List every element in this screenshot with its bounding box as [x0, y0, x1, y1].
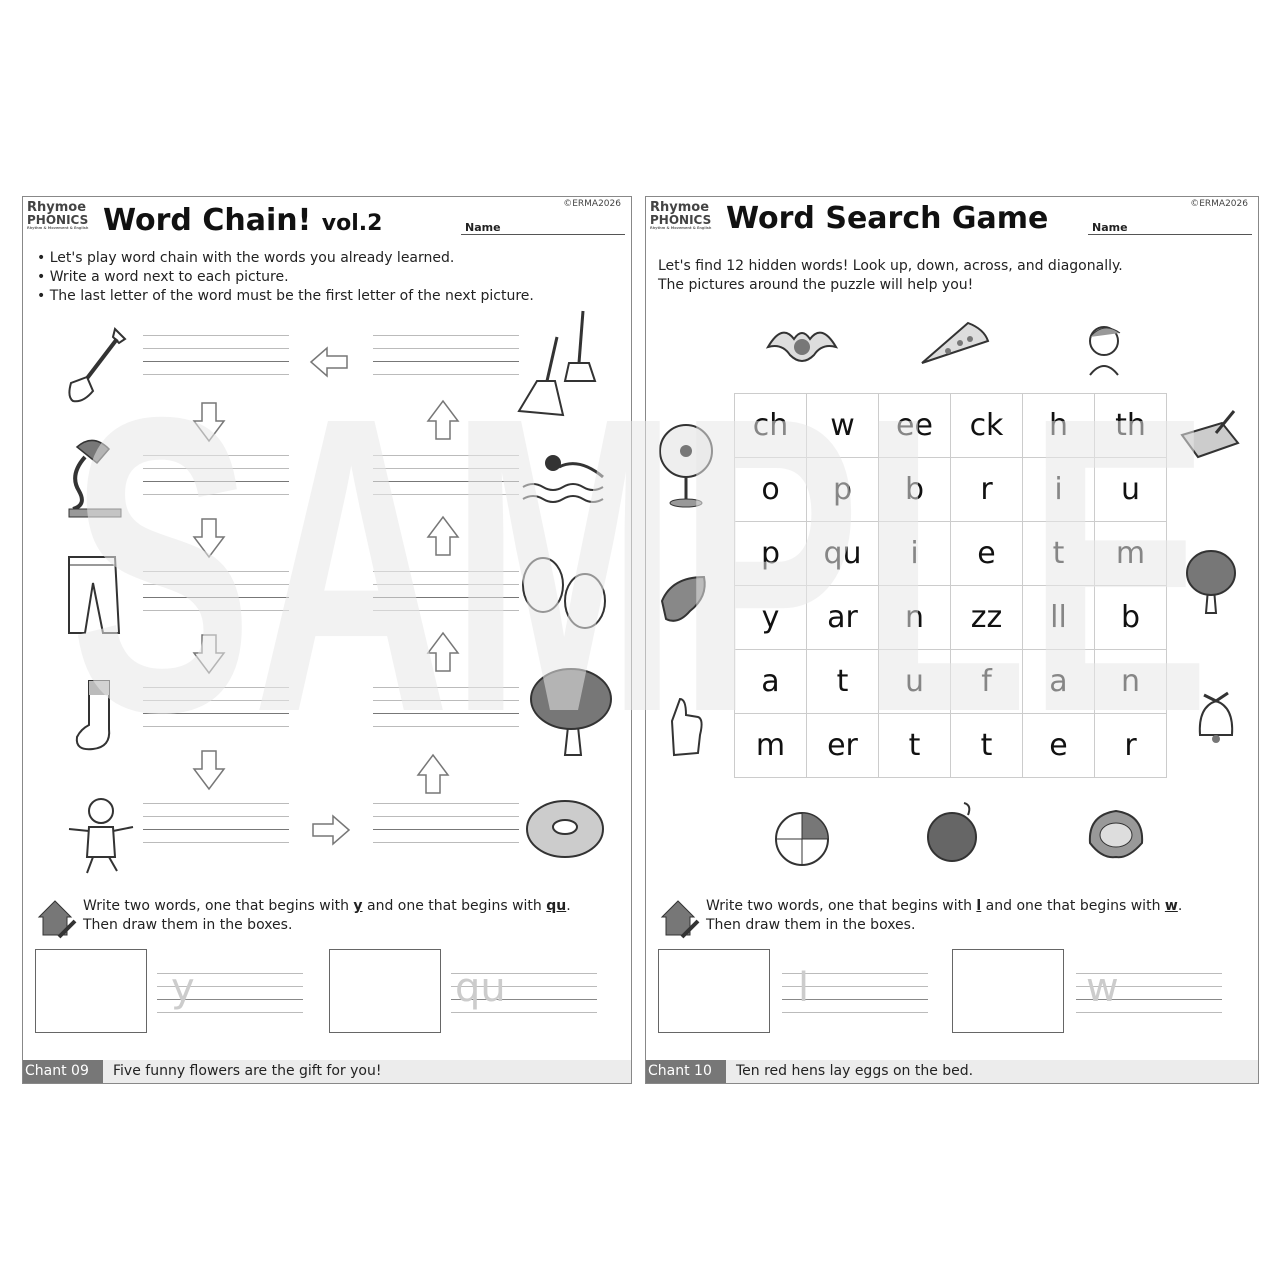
grid-row	[735, 650, 1167, 714]
shovel-icon	[63, 325, 133, 405]
yarn-ball-icon	[924, 801, 984, 865]
grid-cell[interactable]: ee	[879, 394, 951, 458]
grid-row	[735, 458, 1167, 522]
grid-row	[735, 586, 1167, 650]
grid-cell[interactable]: th	[1095, 394, 1167, 458]
guide-letter: qu	[455, 965, 506, 1011]
grid-cell[interactable]: w	[807, 394, 879, 458]
copyright: ©ERMA2026	[563, 199, 621, 209]
grid-cell[interactable]: m	[1095, 522, 1167, 586]
grid-cell[interactable]: zz	[951, 586, 1023, 650]
grid-row	[735, 714, 1167, 778]
rhymoe-phonics-logo: Rhymoe PHONICS Rhythm & Movement & English	[27, 200, 89, 230]
watermark-text: SAMPLE	[70, 370, 1210, 730]
arrow-right-icon	[311, 813, 351, 847]
drawing-box[interactable]	[329, 949, 441, 1033]
grid-cell[interactable]: u	[879, 650, 951, 714]
grid-cell[interactable]: a	[735, 650, 807, 714]
arrow-down-icon	[191, 517, 227, 559]
grid-cell[interactable]: n	[1095, 650, 1167, 714]
grid-cell[interactable]: n	[879, 586, 951, 650]
swimmer-icon	[519, 447, 611, 511]
name-field[interactable]: Name	[1088, 221, 1252, 235]
grid-cell[interactable]: t	[951, 714, 1023, 778]
grid-cell[interactable]: t	[807, 650, 879, 714]
grid-cell[interactable]: o	[735, 458, 807, 522]
grid-cell[interactable]: ll	[1023, 586, 1095, 650]
pizza-icon	[916, 319, 992, 371]
writing-lines[interactable]	[373, 791, 519, 843]
drawing-box[interactable]	[658, 949, 770, 1033]
grid-cell[interactable]: i	[1023, 458, 1095, 522]
arrow-up-icon	[425, 631, 461, 673]
quarter-pie-icon	[770, 805, 834, 869]
drawing-box[interactable]	[35, 949, 147, 1033]
writing-lines[interactable]	[373, 323, 519, 375]
arrow-down-icon	[191, 401, 227, 443]
chant-tag: Chant 09	[23, 1060, 103, 1083]
writing-lines[interactable]	[143, 675, 289, 727]
instruction-line: • Write a word next to each picture.	[37, 268, 534, 287]
writing-lines[interactable]	[143, 323, 289, 375]
grid-cell[interactable]: ch	[735, 394, 807, 458]
grid-cell[interactable]: e	[951, 522, 1023, 586]
drawing-box[interactable]	[952, 949, 1064, 1033]
tree-icon	[1182, 545, 1238, 617]
grid-cell[interactable]: t	[1023, 522, 1095, 586]
bat-icon	[764, 319, 840, 375]
grid-cell[interactable]: b	[879, 458, 951, 522]
writing-lines[interactable]	[373, 443, 519, 495]
copyright: ©ERMA2026	[1190, 199, 1248, 209]
grid-cell[interactable]: u	[1095, 458, 1167, 522]
pants-icon	[63, 553, 123, 639]
grid-cell[interactable]: a	[1023, 650, 1095, 714]
arrow-up-icon	[415, 753, 451, 795]
grid-cell[interactable]: er	[807, 714, 879, 778]
sock-icon	[71, 677, 121, 755]
word-chain-worksheet: Rhymoe PHONICS Rhythm & Movement & English Word Chain! vol.2 ©ERMA2026 Name • Let's play word chain with the words you already learned. • Write a word next to each picture. • The last letter of the word must be the first letter of the next picture. Write two words, one that begins with y and one that begins with qu. Then draw them in the boxes. y qu Chant 09 Five funny flowers are the gift for you!	[22, 196, 632, 1084]
grid-cell[interactable]: ck	[951, 394, 1023, 458]
boy-icon	[63, 793, 143, 877]
fan-icon	[656, 421, 716, 509]
guide-letter: w	[1086, 965, 1119, 1011]
grid-cell[interactable]: y	[735, 586, 807, 650]
grid-cell[interactable]: f	[951, 650, 1023, 714]
grid-cell[interactable]: ar	[807, 586, 879, 650]
guide-letter: l	[798, 965, 810, 1011]
instruction-line: • The last letter of the word must be the first letter of the next picture.	[37, 287, 534, 306]
lamp-icon	[63, 435, 143, 521]
grid-cell[interactable]: qu	[807, 522, 879, 586]
instructions	[37, 249, 534, 306]
volume-label: vol.2	[321, 211, 383, 236]
chant-tag: Chant 10	[646, 1060, 726, 1083]
page-title: Word Chain! vol.2	[103, 203, 383, 238]
grid-cell[interactable]: p	[807, 458, 879, 522]
writing-lines[interactable]	[373, 675, 519, 727]
arrow-down-icon	[191, 633, 227, 675]
chopping-board-icon	[1178, 405, 1242, 465]
grid-cell[interactable]: b	[1095, 586, 1167, 650]
house-pencil-icon	[658, 897, 702, 939]
grid-cell[interactable]: e	[1023, 714, 1095, 778]
arrow-down-icon	[191, 749, 227, 791]
arrow-left-icon	[309, 345, 349, 379]
house-pencil-icon	[35, 897, 79, 939]
chestnut-icon	[1084, 803, 1148, 865]
writing-lines[interactable]	[143, 791, 289, 843]
page-title: Word Search Game	[726, 201, 1049, 236]
tree-icon	[525, 665, 615, 761]
grid-cell[interactable]: t	[879, 714, 951, 778]
chant-bar	[646, 1060, 1258, 1083]
sweet-potato-icon	[656, 571, 712, 631]
grid-cell[interactable]: h	[1023, 394, 1095, 458]
chant-text: Five funny flowers are the gift for you!	[113, 1063, 382, 1079]
grid-cell[interactable]: i	[879, 522, 951, 586]
instructions: Let's find 12 hidden words! Look up, down, across, and diagonally. The pictures around the puzzle will help you!	[658, 258, 1123, 293]
rhymoe-phonics-logo: Rhymoe PHONICS Rhythm & Movement & English	[650, 200, 712, 230]
writing-lines[interactable]	[143, 443, 289, 495]
thumbs-up-icon	[666, 695, 706, 761]
writing-lines[interactable]	[373, 559, 519, 611]
chant-text: Ten red hens lay eggs on the bed.	[736, 1063, 974, 1079]
instruction-line: • Let's play word chain with the words you already learned.	[37, 249, 534, 268]
word-search-worksheet: Rhymoe PHONICS Rhythm & Movement & English Word Search Game ©ERMA2026 Name Let's find 12 hidden words! Look up, down, across, and diagonally. The pictures around the puzzle will help you! ch w ee ck h th o p b r i u p qu i e t m y ar n zz ll b a t u f a n m er t t e r Write two words, one that begins with l and one that begins with w. Then draw them in the boxes. l w Chant 10 Ten red hens lay eggs on the bed.	[645, 196, 1259, 1084]
writing-lines[interactable]	[143, 559, 289, 611]
grid-row	[735, 394, 1167, 458]
girl-icon	[1076, 317, 1132, 379]
grid-cell[interactable]: m	[735, 714, 807, 778]
grid-row	[735, 522, 1167, 586]
arrow-up-icon	[425, 399, 461, 441]
broom-and-mop-icon	[513, 307, 609, 419]
eggs-icon	[519, 553, 615, 631]
chant-bar	[23, 1060, 631, 1083]
name-field[interactable]: Name	[461, 221, 625, 235]
grid-cell[interactable]: r	[951, 458, 1023, 522]
arrow-up-icon	[425, 515, 461, 557]
guide-letter: y	[171, 965, 195, 1011]
word-search-grid	[734, 393, 1167, 778]
grid-cell[interactable]: p	[735, 522, 807, 586]
bell-icon	[1190, 687, 1240, 749]
donut-icon	[523, 797, 607, 861]
grid-cell[interactable]: r	[1095, 714, 1167, 778]
